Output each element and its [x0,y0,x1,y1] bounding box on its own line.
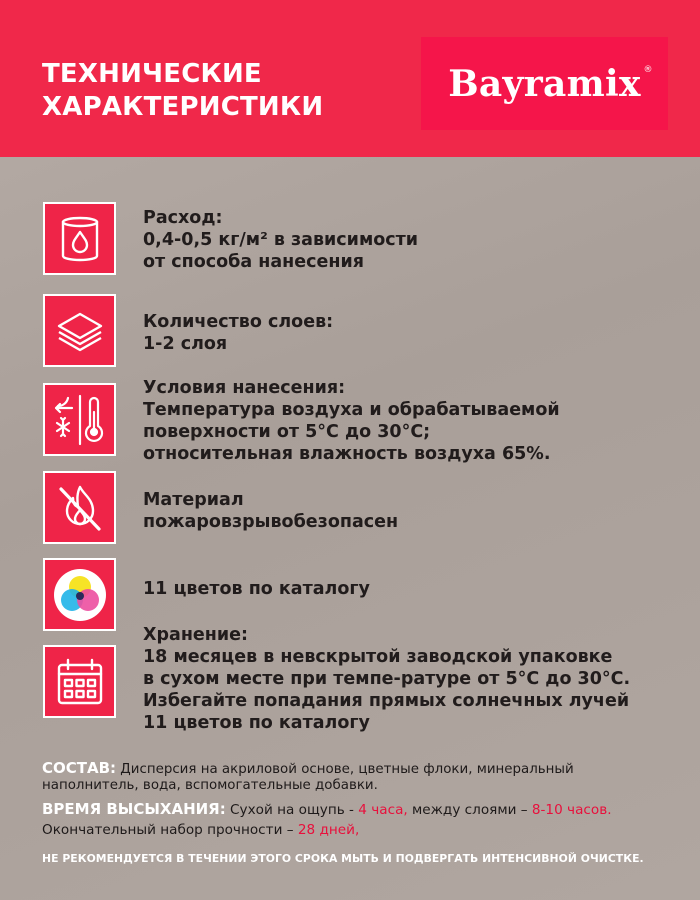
drying-line-2 [42,821,682,839]
color-circles-icon [43,558,116,631]
spec-fire-safety [143,489,398,533]
spec-storage-line: в сухом месте при темпе-ратуре от 5°С до 30°С. [143,669,631,689]
no-fire-icon [43,471,116,544]
composition-label: СОСТАВ: [42,759,117,777]
drying-time-paragraph [42,799,682,839]
spec-colors [143,578,370,600]
composition-text: Дисперсия на акриловой основе, цветные флоки, минеральный наполнитель, вода, вспомогательные добавки. [42,762,574,793]
spec-storage-line: 18 месяцев в невскрытой заводской упаковке [143,647,613,667]
spec-fire-safety-line: Материал [143,490,244,510]
brand-logo-text: Bayramix [448,62,641,105]
paint-can-icon [43,202,116,275]
drying-final-text: Окончательный набор прочности – [42,822,298,838]
drying-layers-text: между слоями – [407,802,532,818]
temperature-icon [43,383,116,456]
brand-logo [421,37,668,130]
spec-consumption [143,207,418,273]
page-title-line-2: ХАРАКТЕРИСТИКИ [42,92,324,122]
spec-storage-title: Хранение: [143,625,249,645]
calendar-icon [43,645,116,718]
drying-touch-value: 4 часа, [358,802,408,818]
drying-line-1 [42,799,682,821]
spec-layers-title: Количество слоев: [143,312,334,332]
brand-logo-wordmark [448,62,653,105]
spec-conditions-title: Условия нанесения: [143,378,346,398]
spec-consumption-line: от способа нанесения [143,252,364,272]
spec-conditions-line: Температура воздуха и обрабатываемой [143,400,560,420]
spec-fire-safety-line: пожаровзрывобезопасен [143,512,399,532]
registered-mark: ® [643,64,653,75]
spec-consumption-line: 0,4-0,5 кг/м² в зависимости [143,230,419,250]
spec-conditions-line: относительная влажность воздуха 65%. [143,444,551,464]
spec-layers-line: 1-2 слоя [143,334,228,354]
spec-storage-line: Избегайте попадания прямых солнечных лучей [143,691,630,711]
composition-paragraph [42,760,672,794]
drying-label: ВРЕМЯ ВЫСЫХАНИЯ: [42,800,226,818]
header-banner [0,0,700,157]
page-title-line-1: ТЕХНИЧЕСКИЕ [42,59,262,89]
layers-icon [43,294,116,367]
spec-storage-line: 11 цветов по каталогу [143,713,370,733]
spec-storage [143,624,630,734]
page-title [42,58,323,124]
drying-touch-text: Сухой на ощупь - [225,802,359,818]
spec-consumption-title: Расход: [143,208,223,228]
spec-conditions-line: поверхности от 5°С до 30°С; [143,422,431,442]
spec-colors-line: 11 цветов по каталогу [143,579,370,599]
drying-final-value: 28 дней, [297,822,360,838]
drying-layers-value: 8-10 часов. [531,802,612,818]
spec-layers [143,311,333,355]
spec-conditions [143,377,560,465]
cleaning-warning: НЕ РЕКОМЕНДУЕТСЯ В ТЕЧЕНИИ ЭТОГО СРОКА МЫТЬ И ПОДВЕРГАТЬ ИНТЕНСИВНОЙ ОЧИСТКЕ. [42,852,644,865]
